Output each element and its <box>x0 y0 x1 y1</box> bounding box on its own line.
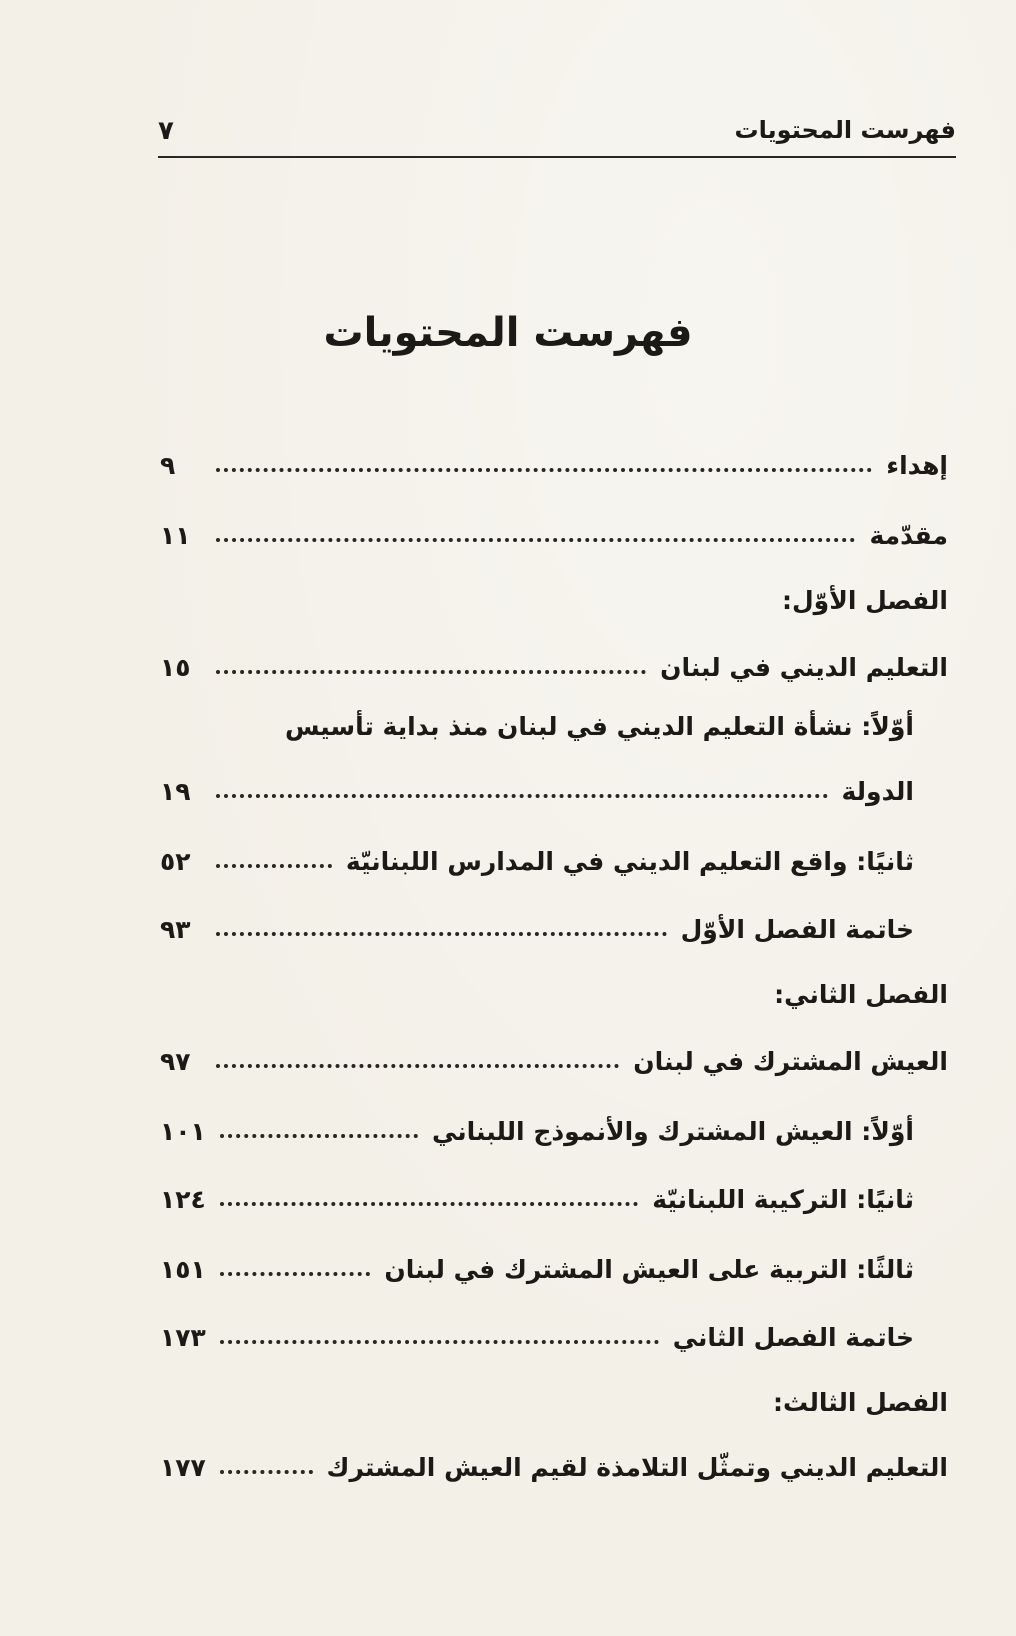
toc-entry-page: ٥٢ <box>160 847 191 876</box>
leader-dots <box>220 1340 659 1344</box>
chapter-heading-2: الفصل الثاني: <box>774 980 948 1009</box>
toc-entry-chapter2-conclusion <box>160 1312 914 1352</box>
toc-entry-page: ٩٣ <box>160 915 191 944</box>
running-title: فهرست المحتويات <box>734 116 956 144</box>
leader-dots <box>216 794 828 798</box>
toc-entry-page: ٩٧ <box>160 1047 191 1076</box>
toc-entry-dedication <box>160 440 948 480</box>
toc-entry-chapter1-section1 <box>160 766 914 806</box>
leader-dots <box>220 1272 371 1276</box>
toc-entry-label: خاتمة الفصل الأوّل <box>680 915 914 944</box>
toc-entry-label: أوّلاً: العيش المشترك والأنموذج اللبناني <box>431 1117 914 1146</box>
leader-dots <box>216 932 667 936</box>
toc-entry-chapter1-conclusion <box>160 904 914 944</box>
leader-dots <box>220 1470 313 1474</box>
toc-entry-label: إهداء <box>886 451 948 480</box>
toc-entry-label: الدولة <box>841 777 914 806</box>
toc-entry-chapter2-section3 <box>160 1244 914 1284</box>
toc-entry-page: ١٢٤ <box>160 1185 206 1214</box>
page-title: فهرست المحتويات <box>323 310 693 356</box>
toc-entry-label: ثالثًا: التربية على العيش المشترك في لبنان <box>384 1255 914 1284</box>
toc-entry-page: ١٧٣ <box>160 1323 206 1352</box>
toc-entry-page: ١٥ <box>160 653 191 682</box>
chapter-heading-3: الفصل الثالث: <box>773 1388 948 1417</box>
toc-entry-label-line1: أوّلاً: نشأة التعليم الديني في لبنان منذ بداية تأسيس <box>284 712 914 741</box>
toc-entry-label: خاتمة الفصل الثاني <box>672 1323 914 1352</box>
toc-entry-chapter2-title <box>160 1036 948 1076</box>
toc-entry-page: ١٥١ <box>160 1255 206 1284</box>
toc-entry-page: ١٠١ <box>160 1117 206 1146</box>
toc-entry-chapter1-section2 <box>160 836 914 876</box>
leader-dots <box>216 864 332 868</box>
toc-entry-chapter2-section2 <box>160 1174 914 1214</box>
toc-entry-chapter1-title <box>160 642 948 682</box>
toc-entry-introduction <box>160 510 948 550</box>
leader-dots <box>216 538 855 542</box>
toc-entry-page: ١٧٧ <box>160 1453 206 1482</box>
toc-entry-page: ١١ <box>160 521 191 550</box>
running-header <box>158 112 956 158</box>
toc-entry-page: ٩ <box>160 451 176 480</box>
page-number: ٧ <box>158 116 174 146</box>
chapter-heading-1: الفصل الأوّل: <box>781 586 948 615</box>
toc-entry-chapter2-section1 <box>160 1106 914 1146</box>
toc-entry-label: العيش المشترك في لبنان <box>633 1047 948 1076</box>
toc-entry-label: ثانيًا: واقع التعليم الديني في المدارس اللبنانيّة <box>345 847 914 876</box>
toc-entry-page: ١٩ <box>160 777 191 806</box>
toc-entry-label: التعليم الديني في لبنان <box>660 653 948 682</box>
leader-dots <box>220 1134 418 1138</box>
leader-dots <box>220 1202 639 1206</box>
toc-entry-label: التعليم الديني وتمثّل التلامذة لقيم العيش المشترك <box>326 1453 948 1482</box>
leader-dots <box>216 468 872 472</box>
leader-dots <box>216 670 646 674</box>
toc-entry-label: مقدّمة <box>869 521 948 550</box>
leader-dots <box>216 1064 619 1068</box>
toc-entry-chapter3-title <box>160 1442 948 1482</box>
toc-entry-label: ثانيًا: التركيبة اللبنانيّة <box>652 1185 914 1214</box>
